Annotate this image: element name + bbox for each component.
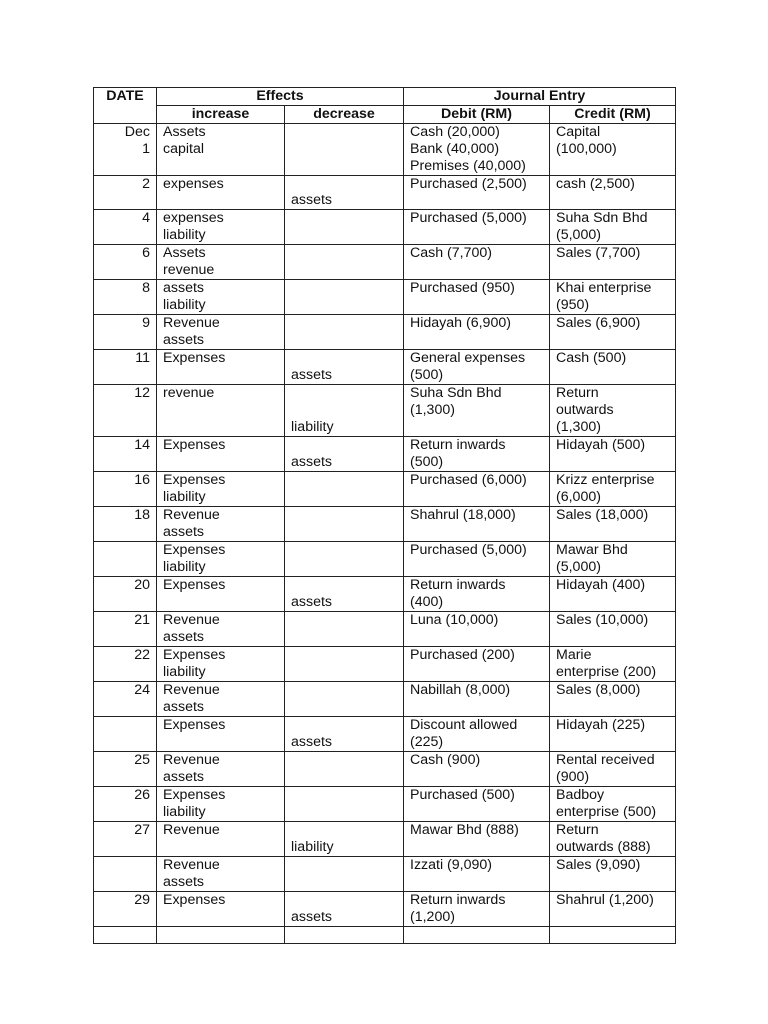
increase-text: Revenue <box>163 682 220 698</box>
increase-cell <box>157 437 285 472</box>
debit-text: Bank (40,000) <box>410 141 500 157</box>
date-cell <box>94 472 157 507</box>
debit-cell <box>404 752 550 787</box>
credit-cell <box>550 315 676 350</box>
credit-text: Capital <box>556 124 601 140</box>
date-text: Dec <box>124 124 150 140</box>
increase-cell <box>157 280 285 315</box>
debit-header: Debit (RM) <box>404 106 550 124</box>
credit-text: Mawar Bhd <box>556 542 628 558</box>
date-cell <box>94 124 157 176</box>
decrease-text: assets <box>291 594 333 610</box>
date-text: 18 <box>134 507 150 523</box>
credit-text: Sales (7,700) <box>556 245 641 261</box>
increase-cell <box>157 892 285 927</box>
debit-text: Return inwards <box>410 577 506 593</box>
debit-text: Hidayah (6,900) <box>410 315 511 331</box>
decrease-cell <box>285 787 404 822</box>
date-text: 14 <box>134 437 150 453</box>
debit-text: Premises (40,000) <box>410 158 526 174</box>
increase-cell <box>157 385 285 437</box>
credit-text: Sales (9,090) <box>556 857 641 873</box>
increase-text: Revenue <box>163 857 220 873</box>
debit-cell <box>404 892 550 927</box>
debit-text: Izzati (9,090) <box>410 857 493 873</box>
increase-text: capital <box>163 141 205 157</box>
debit-cell <box>404 787 550 822</box>
credit-text: enterprise (200) <box>556 664 657 680</box>
journal-entry-table <box>93 87 676 944</box>
increase-text: Revenue <box>163 315 220 331</box>
table-body <box>94 124 676 944</box>
credit-cell <box>550 385 676 437</box>
debit-cell <box>404 507 550 542</box>
table-row <box>94 892 676 927</box>
increase-text: liability <box>163 804 206 820</box>
decrease-text: liability <box>291 839 334 855</box>
credit-cell <box>550 787 676 822</box>
date-text: 6 <box>142 245 150 261</box>
table-row <box>94 612 676 647</box>
credit-text: Khai enterprise <box>556 280 652 296</box>
debit-cell <box>404 472 550 507</box>
debit-text: General expenses <box>410 350 526 366</box>
date-cell <box>94 787 157 822</box>
debit-cell <box>404 245 550 280</box>
credit-cell <box>550 210 676 245</box>
credit-cell <box>550 437 676 472</box>
decrease-cell <box>285 752 404 787</box>
date-header: DATE <box>94 88 157 124</box>
decrease-cell <box>285 857 404 892</box>
decrease-cell <box>285 822 404 857</box>
decrease-cell <box>285 647 404 682</box>
increase-text: liability <box>163 297 206 313</box>
debit-text: Purchased (950) <box>410 280 515 296</box>
credit-cell <box>550 647 676 682</box>
increase-cell <box>157 787 285 822</box>
credit-text: Hidayah (500) <box>556 437 646 453</box>
decrease-cell <box>285 176 404 210</box>
credit-text: Badboy <box>556 787 605 803</box>
date-cell <box>94 892 157 927</box>
increase-text: Expenses <box>163 437 226 453</box>
date-text: 8 <box>142 280 150 296</box>
increase-cell <box>157 210 285 245</box>
increase-text: liability <box>163 559 206 575</box>
credit-cell <box>550 472 676 507</box>
table-row <box>94 385 676 437</box>
table-row <box>94 245 676 280</box>
date-text: 12 <box>134 385 150 401</box>
increase-cell <box>157 472 285 507</box>
date-cell <box>94 245 157 280</box>
credit-text: Suha Sdn Bhd <box>556 210 648 226</box>
journal-entry-header: Journal Entry <box>404 88 676 106</box>
increase-text: expenses <box>163 210 224 226</box>
increase-text: Expenses <box>163 717 226 733</box>
decrease-cell <box>285 542 404 577</box>
date-cell <box>94 176 157 210</box>
credit-text: Krizz enterprise <box>556 472 655 488</box>
decrease-cell <box>285 927 404 944</box>
increase-text: assets <box>163 524 205 540</box>
date-text: 21 <box>134 612 150 628</box>
date-cell <box>94 612 157 647</box>
credit-text: Return <box>556 385 599 401</box>
debit-cell <box>404 350 550 385</box>
increase-text: assets <box>163 280 205 296</box>
date-cell <box>94 647 157 682</box>
credit-header: Credit (RM) <box>550 106 676 124</box>
credit-text: outwards <box>556 402 614 418</box>
debit-text: Return inwards <box>410 437 506 453</box>
decrease-text: assets <box>291 367 333 383</box>
decrease-cell <box>285 577 404 612</box>
debit-text: Cash (20,000) <box>410 124 500 140</box>
debit-cell <box>404 315 550 350</box>
credit-text: Rental received <box>556 752 655 768</box>
date-cell <box>94 437 157 472</box>
credit-cell <box>550 612 676 647</box>
increase-text: liability <box>163 227 206 243</box>
decrease-cell <box>285 682 404 717</box>
debit-text: (1,300) <box>410 402 455 418</box>
table-row <box>94 315 676 350</box>
date-cell <box>94 315 157 350</box>
credit-text: (6,000) <box>556 489 601 505</box>
credit-text: Sales (18,000) <box>556 507 649 523</box>
debit-text: (1,200) <box>410 909 455 925</box>
debit-cell <box>404 717 550 752</box>
increase-text: Expenses <box>163 892 226 908</box>
debit-text: Cash (7,700) <box>410 245 493 261</box>
date-text: 25 <box>134 752 150 768</box>
debit-text: Discount allowed <box>410 717 518 733</box>
table-row <box>94 124 676 176</box>
date-cell <box>94 857 157 892</box>
credit-cell <box>550 542 676 577</box>
date-cell <box>94 507 157 542</box>
debit-text: Nabillah (8,000) <box>410 682 511 698</box>
table-row <box>94 176 676 210</box>
increase-text: revenue <box>163 262 215 278</box>
credit-text: Return <box>556 822 599 838</box>
date-cell <box>94 385 157 437</box>
increase-text: Revenue <box>163 752 220 768</box>
credit-cell <box>550 124 676 176</box>
debit-text: Purchased (5,000) <box>410 542 527 558</box>
credit-text: Sales (6,900) <box>556 315 641 331</box>
increase-cell <box>157 717 285 752</box>
decrease-text: assets <box>291 192 333 208</box>
date-text: 20 <box>134 577 150 593</box>
decrease-cell <box>285 437 404 472</box>
credit-cell <box>550 176 676 210</box>
header-row-top <box>94 88 676 106</box>
debit-text: Cash (900) <box>410 752 481 768</box>
debit-text: Purchased (5,000) <box>410 210 527 226</box>
debit-cell <box>404 647 550 682</box>
table-row <box>94 437 676 472</box>
increase-text: revenue <box>163 385 215 401</box>
increase-text: expenses <box>163 176 224 192</box>
credit-cell <box>550 577 676 612</box>
credit-text: (5,000) <box>556 227 601 243</box>
debit-cell <box>404 542 550 577</box>
increase-cell <box>157 577 285 612</box>
increase-cell <box>157 124 285 176</box>
debit-text: (225) <box>410 734 444 750</box>
debit-cell <box>404 210 550 245</box>
debit-cell <box>404 385 550 437</box>
date-text: 9 <box>142 315 150 331</box>
decrease-cell <box>285 280 404 315</box>
credit-cell <box>550 857 676 892</box>
decrease-cell <box>285 717 404 752</box>
credit-cell <box>550 682 676 717</box>
credit-text: cash (2,500) <box>556 176 635 192</box>
date-cell <box>94 927 157 944</box>
increase-cell <box>157 682 285 717</box>
increase-text: Expenses <box>163 350 226 366</box>
decrease-cell <box>285 315 404 350</box>
decrease-text: liability <box>291 419 334 435</box>
date-text: 1 <box>142 141 150 157</box>
decrease-cell <box>285 350 404 385</box>
table-row <box>94 472 676 507</box>
increase-text: Revenue <box>163 612 220 628</box>
table-row <box>94 577 676 612</box>
increase-cell <box>157 315 285 350</box>
increase-cell <box>157 245 285 280</box>
debit-text: Purchased (200) <box>410 647 515 663</box>
decrease-cell <box>285 245 404 280</box>
increase-cell <box>157 927 285 944</box>
debit-cell <box>404 124 550 176</box>
credit-text: (900) <box>556 769 590 785</box>
date-cell <box>94 542 157 577</box>
date-cell <box>94 350 157 385</box>
credit-text: Cash (500) <box>556 350 627 366</box>
debit-text: Purchased (500) <box>410 787 515 803</box>
table-header <box>94 88 676 124</box>
date-cell <box>94 682 157 717</box>
debit-text: Purchased (2,500) <box>410 176 527 192</box>
date-text: 4 <box>142 210 150 226</box>
date-cell <box>94 577 157 612</box>
table-row <box>94 717 676 752</box>
increase-text: Expenses <box>163 577 226 593</box>
credit-text: (950) <box>556 297 590 313</box>
credit-cell <box>550 280 676 315</box>
debit-text: Suha Sdn Bhd <box>410 385 502 401</box>
increase-cell <box>157 542 285 577</box>
increase-text: assets <box>163 629 205 645</box>
date-text: 2 <box>142 176 150 192</box>
header-row-sub <box>94 106 676 124</box>
table-row <box>94 507 676 542</box>
debit-cell <box>404 857 550 892</box>
increase-cell <box>157 507 285 542</box>
table-row <box>94 682 676 717</box>
table-row <box>94 752 676 787</box>
debit-text: Return inwards <box>410 892 506 908</box>
debit-cell <box>404 822 550 857</box>
date-text: 26 <box>134 787 150 803</box>
debit-cell <box>404 927 550 944</box>
credit-text: (1,300) <box>556 419 601 435</box>
date-text: 16 <box>134 472 150 488</box>
credit-text: Marie <box>556 647 592 663</box>
debit-text: (500) <box>410 367 444 383</box>
debit-cell <box>404 577 550 612</box>
debit-text: Luna (10,000) <box>410 612 499 628</box>
date-text: 29 <box>134 892 150 908</box>
credit-text: enterprise (500) <box>556 804 657 820</box>
increase-text: Expenses <box>163 542 226 558</box>
table-row <box>94 857 676 892</box>
date-text: 11 <box>135 350 150 366</box>
decrease-header: decrease <box>285 106 404 124</box>
table-row <box>94 280 676 315</box>
table-row <box>94 822 676 857</box>
date-cell <box>94 210 157 245</box>
increase-text: Assets <box>163 124 206 140</box>
decrease-text: assets <box>291 909 333 925</box>
table-row <box>94 210 676 245</box>
credit-cell <box>550 717 676 752</box>
decrease-cell <box>285 507 404 542</box>
decrease-text: assets <box>291 734 333 750</box>
table-row <box>94 787 676 822</box>
credit-cell <box>550 350 676 385</box>
credit-text: (100,000) <box>556 141 617 157</box>
credit-text: Hidayah (225) <box>556 717 646 733</box>
debit-text: (400) <box>410 594 444 610</box>
effects-header: Effects <box>157 88 404 106</box>
increase-text: Revenue <box>163 822 220 838</box>
table-row <box>94 927 676 944</box>
increase-text: assets <box>163 699 205 715</box>
decrease-cell <box>285 472 404 507</box>
date-text: 24 <box>134 682 150 698</box>
increase-cell <box>157 752 285 787</box>
credit-text: outwards (888) <box>556 839 651 855</box>
table-row <box>94 647 676 682</box>
increase-text: assets <box>163 874 205 890</box>
increase-cell <box>157 822 285 857</box>
date-cell <box>94 717 157 752</box>
date-text: 22 <box>134 647 150 663</box>
debit-text: (500) <box>410 454 444 470</box>
increase-text: Revenue <box>163 507 220 523</box>
credit-cell <box>550 927 676 944</box>
credit-text: Shahrul (1,200) <box>556 892 654 908</box>
increase-cell <box>157 647 285 682</box>
debit-cell <box>404 176 550 210</box>
increase-cell <box>157 857 285 892</box>
debit-cell <box>404 682 550 717</box>
decrease-cell <box>285 210 404 245</box>
increase-text: liability <box>163 664 206 680</box>
credit-text: (5,000) <box>556 559 601 575</box>
debit-text: Mawar Bhd (888) <box>410 822 519 838</box>
decrease-cell <box>285 892 404 927</box>
increase-cell <box>157 176 285 210</box>
decrease-text: assets <box>291 454 333 470</box>
increase-text: assets <box>163 332 205 348</box>
increase-header: increase <box>157 106 285 124</box>
increase-cell <box>157 612 285 647</box>
debit-cell <box>404 280 550 315</box>
increase-text: Expenses <box>163 472 226 488</box>
debit-text: Shahrul (18,000) <box>410 507 516 523</box>
table-row <box>94 350 676 385</box>
table-row <box>94 542 676 577</box>
date-text: 27 <box>134 822 150 838</box>
credit-cell <box>550 822 676 857</box>
date-cell <box>94 752 157 787</box>
increase-cell <box>157 350 285 385</box>
decrease-cell <box>285 124 404 176</box>
credit-text: Hidayah (400) <box>556 577 646 593</box>
date-cell <box>94 822 157 857</box>
increase-text: Expenses <box>163 647 226 663</box>
credit-text: Sales (8,000) <box>556 682 641 698</box>
debit-cell <box>404 437 550 472</box>
credit-text: Sales (10,000) <box>556 612 649 628</box>
increase-text: Assets <box>163 245 206 261</box>
debit-text: Purchased (6,000) <box>410 472 527 488</box>
decrease-cell <box>285 385 404 437</box>
credit-cell <box>550 245 676 280</box>
decrease-cell <box>285 612 404 647</box>
increase-text: liability <box>163 489 206 505</box>
increase-text: assets <box>163 769 205 785</box>
increase-text: Expenses <box>163 787 226 803</box>
debit-cell <box>404 612 550 647</box>
date-cell <box>94 280 157 315</box>
credit-cell <box>550 892 676 927</box>
credit-cell <box>550 507 676 542</box>
credit-cell <box>550 752 676 787</box>
